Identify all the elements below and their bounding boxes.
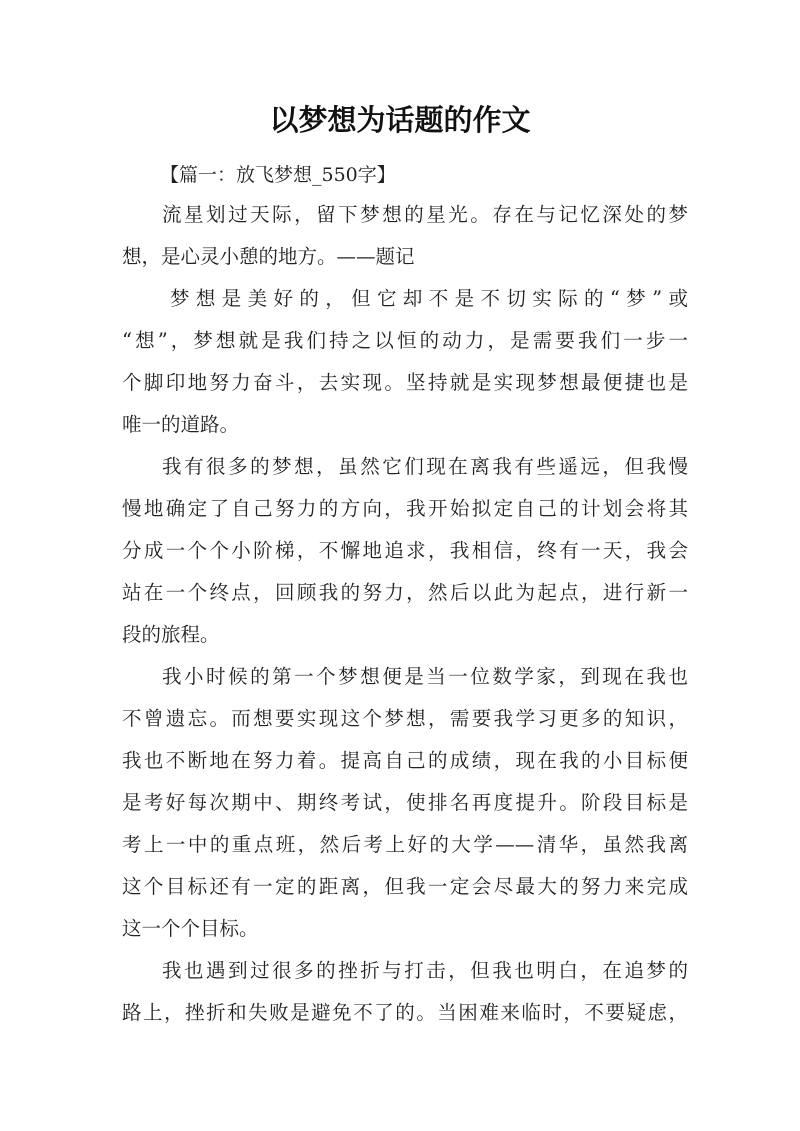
- paragraph: [122, 278, 688, 446]
- paragraph-line: 这一个个目标。: [122, 917, 259, 940]
- paragraph-line: 考上一中的重点班，然后考上好的大学——清华，虽然我离: [122, 833, 688, 856]
- paragraph-line: 这个目标还有一定的距离，但我一定会尽最大的努力来完成: [122, 875, 688, 898]
- paragraph-line: 段的旅程。: [122, 623, 220, 646]
- paragraph-line: 我小时候的第一个梦想便是当一位数学家，到现在我也: [162, 665, 688, 688]
- paragraph-line: 慢地确定了自己努力的方向，我开始拟定自己的计划会将其: [122, 497, 688, 520]
- paragraph-line: 站在一个终点，回顾我的努力，然后以此为起点，进行新一: [122, 581, 688, 604]
- paragraph-line: 个脚印地努力奋斗，去实现。坚持就是实现梦想最便捷也是: [122, 371, 688, 394]
- paragraph: [122, 656, 688, 950]
- paragraph-line: 我也不断地在努力着。提高自己的成绩，现在我的小目标便: [122, 749, 688, 772]
- paragraph: [122, 194, 688, 278]
- paragraph-line: 不曾遗忘。而想要实现这个梦想，需要我学习更多的知识，: [122, 707, 688, 730]
- paragraph-line: 我有很多的梦想，虽然它们现在离我有些遥远，但我慢: [162, 455, 688, 478]
- paragraph-line: 我也遇到过很多的挫折与打击，但我也明白，在追梦的: [162, 959, 688, 982]
- document-body: [122, 194, 688, 1034]
- paragraph-line: 是考好每次期中、期终考试，使排名再度提升。阶段目标是: [122, 791, 688, 814]
- paragraph-line: 梦想是美好的，但它却不是不切实际的“梦”或: [170, 287, 688, 310]
- paragraph-line: 流星划过天际，留下梦想的星光。存在与记忆深处的梦: [162, 203, 688, 226]
- document-title: 以梦想为话题的作文: [269, 103, 531, 137]
- section-heading: 【篇一：放飞梦想_550字】: [160, 164, 396, 186]
- paragraph: [122, 950, 688, 1034]
- paragraph-line: 路上，挫折和失败是避免不了的。当困难来临时，不要疑虑，: [122, 1001, 688, 1024]
- paragraph-line: 想，是心灵小憩的地方。——题记: [122, 245, 415, 268]
- paragraph-line: “想”，梦想就是我们持之以恒的动力，是需要我们一步一: [122, 329, 688, 352]
- paragraph-line: 分成一个个小阶梯，不懈地追求，我相信，终有一天，我会: [122, 539, 688, 562]
- paragraph: [122, 446, 688, 656]
- paragraph-line: 唯一的道路。: [122, 413, 240, 436]
